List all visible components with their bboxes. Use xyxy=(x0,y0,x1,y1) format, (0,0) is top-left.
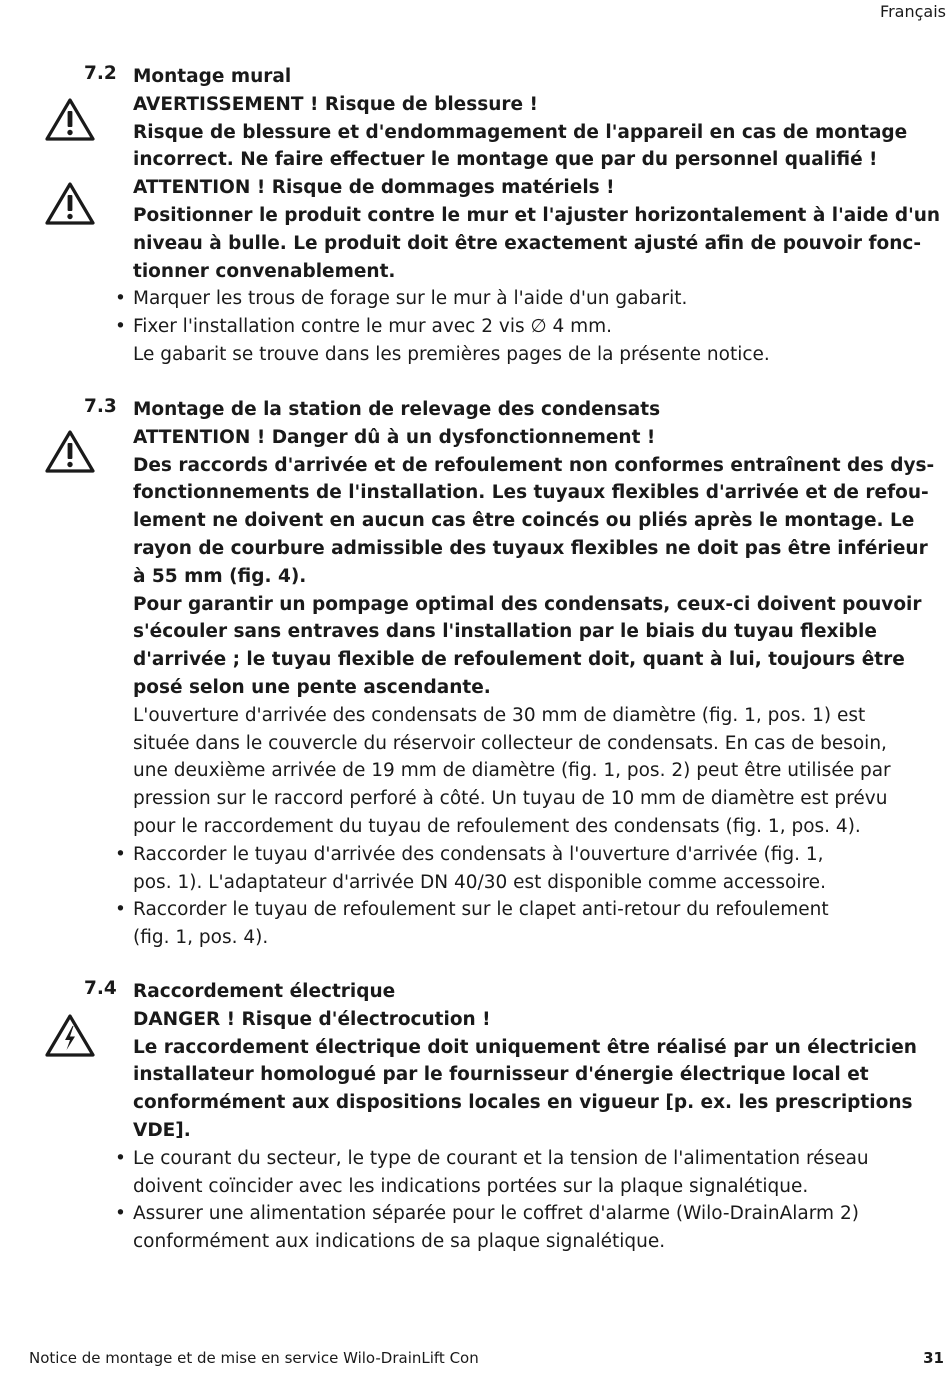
danger-text: conformément aux dispositions locales en vigueur [p. ex. les prescriptions xyxy=(133,1092,913,1114)
electric-hazard-icon xyxy=(44,1012,96,1058)
danger-text: installateur homologué par le fournisseur d'énergie électrique local et xyxy=(133,1064,869,1086)
section-number-7-2: 7.2 xyxy=(84,63,117,84)
body-text: pression sur le raccord perforé à côté. Un tuyau de 10 mm de diamètre est prévu xyxy=(133,788,888,810)
warning-text: d'arrivée ; le tuyau flexible de refoulement doit, quant à lui, toujours être xyxy=(133,649,905,671)
warning-text: tionner convenablement. xyxy=(133,260,396,282)
section-7-3 xyxy=(133,396,935,952)
warning-title: ATTENTION ! Risque de dommages matériels ! xyxy=(133,177,615,199)
danger-title: DANGER ! Risque d'électrocution ! xyxy=(133,1008,491,1030)
list-item: • Fixer l'installation contre le mur avec 2 vis ∅ 4 mm. xyxy=(133,313,853,341)
warning-triangle-icon xyxy=(44,96,96,142)
list-item: • Raccorder le tuyau d'arrivée des condensats à l'ouverture d'arrivée (fig. 1, xyxy=(133,841,853,869)
warning-text: s'écouler sans entraves dans l'installation par le biais du tuyau flexible xyxy=(133,621,877,643)
list-item: • Le courant du secteur, le type de courant et la tension de l'alimentation réseau xyxy=(133,1145,853,1173)
list-item-continuation: (fig. 1, pos. 4). xyxy=(133,927,269,949)
body-text: une deuxième arrivée de 19 mm de diamètre (fig. 1, pos. 2) peut être utilisée par xyxy=(133,760,891,782)
warning-title: ATTENTION ! Danger dû à un dysfonctionnement ! xyxy=(133,426,656,448)
section-title: Montage mural xyxy=(133,66,292,87)
list-item-continuation: conformément aux indications de sa plaque signalétique. xyxy=(133,1231,666,1253)
warning-text: incorrect. Ne faire effectuer le montage que par du personnel qualifié ! xyxy=(133,149,878,171)
section-7-4 xyxy=(133,978,917,1256)
body-text: située dans le couvercle du réservoir collecteur de condensats. En cas de besoin, xyxy=(133,732,887,754)
warning-text: posé selon une pente ascendante. xyxy=(133,676,491,698)
section-title: Raccordement électrique xyxy=(133,981,396,1002)
list-item-continuation: pos. 1). L'adaptateur d'arrivée DN 40/30 est disponible comme accessoire. xyxy=(133,871,826,893)
list-item-continuation: doivent coïncider avec les indications portées sur la plaque signalétique. xyxy=(133,1175,809,1197)
section-number-7-4: 7.4 xyxy=(84,978,117,999)
warning-triangle-icon xyxy=(44,428,96,474)
body-text: pour le raccordement du tuyau de refoulement des condensats (fig. 1, pos. 4). xyxy=(133,815,861,837)
warning-text: Des raccords d'arrivée et de refoulement non conformes entraînent des dys- xyxy=(133,454,935,476)
warning-text: à 55 mm (fig. 4). xyxy=(133,565,307,587)
list-item: • Raccorder le tuyau de refoulement sur le clapet anti-retour du refoulement xyxy=(133,896,853,924)
danger-text: Le raccordement électrique doit uniquement être réalisé par un électricien xyxy=(133,1036,917,1058)
warning-title: AVERTISSEMENT ! Risque de blessure ! xyxy=(133,93,538,115)
list-item: • Marquer les trous de forage sur le mur à l'aide d'un gabarit. xyxy=(133,285,853,313)
section-7-2 xyxy=(133,63,941,369)
warning-text: fonctionnements de l'installation. Les tuyaux flexibles d'arrivée et de refou- xyxy=(133,482,929,504)
warning-triangle-icon xyxy=(44,180,96,226)
list-item: • Assurer une alimentation séparée pour le coffret d'alarme (Wilo-DrainAlarm 2) xyxy=(133,1200,853,1228)
footer-title: Notice de montage et de mise en service Wilo-DrainLift Con xyxy=(29,1349,479,1367)
warning-text: niveau à bulle. Le produit doit être exactement ajusté afin de pouvoir fonc- xyxy=(133,232,922,254)
warning-text: Pour garantir un pompage optimal des condensats, ceux-ci doivent pouvoir xyxy=(133,593,922,615)
section-title: Montage de la station de relevage des condensats xyxy=(133,399,661,420)
warning-text: rayon de courbure admissible des tuyaux flexibles ne doit pas être inférieur xyxy=(133,537,928,559)
warning-text: lement ne doivent en aucun cas être coincés ou pliés après le montage. Le xyxy=(133,510,915,532)
warning-text: Positionner le produit contre le mur et l'ajuster horizontalement à l'aide d'un xyxy=(133,204,941,226)
danger-text: VDE]. xyxy=(133,1119,191,1141)
warning-text: Risque de blessure et d'endommagement de l'appareil en cas de montage xyxy=(133,121,908,143)
section-number-7-3: 7.3 xyxy=(84,396,117,417)
note-text: Le gabarit se trouve dans les premières pages de la présente notice. xyxy=(133,343,770,365)
page-number: 31 xyxy=(923,1349,944,1367)
body-text: L'ouverture d'arrivée des condensats de 30 mm de diamètre (fig. 1, pos. 1) est xyxy=(133,704,866,726)
header-language: Français xyxy=(880,2,946,21)
